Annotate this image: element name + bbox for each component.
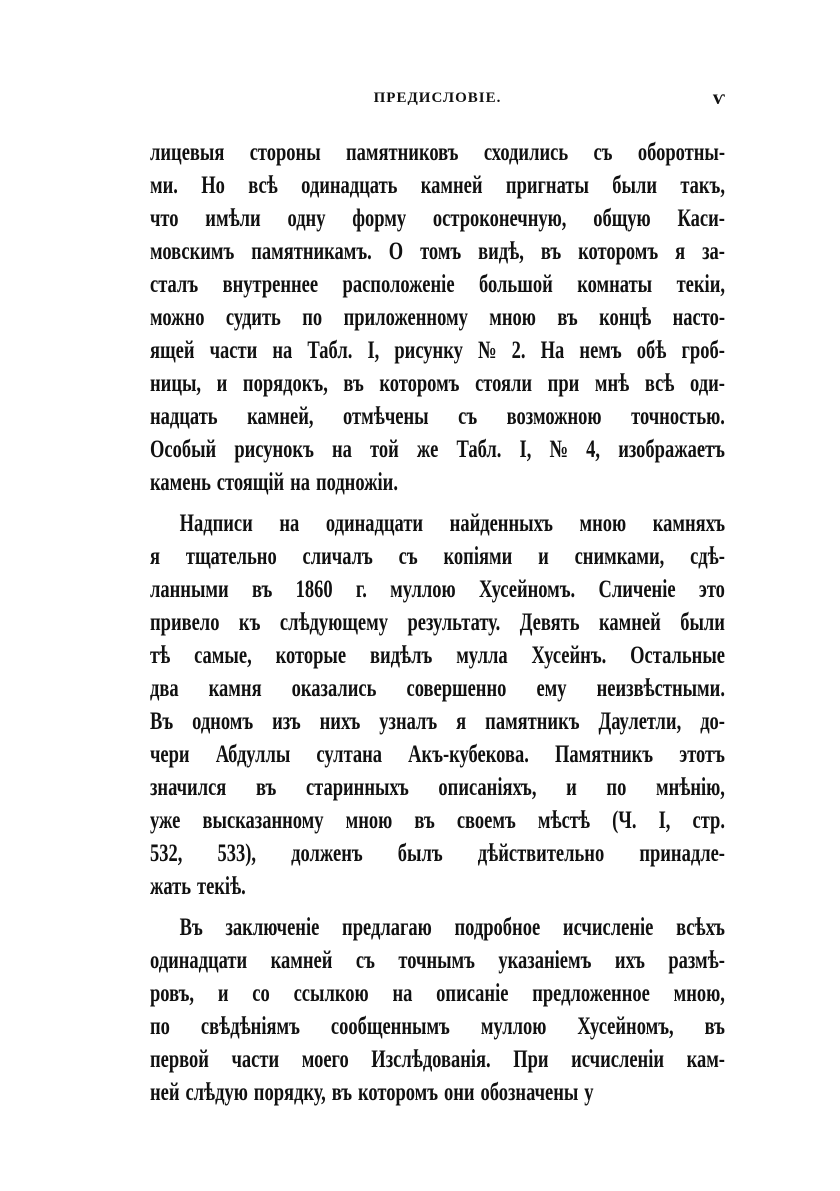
- text-line: Надписи на одинадцати найденныхъ мною камняхъ: [179, 510, 725, 537]
- text-line: первой части моего Изслѣдованія. При исчисленіи кам-: [150, 1046, 725, 1073]
- body-text: [150, 136, 725, 1109]
- text-line: надцать камней, отмѣчены съ возможною точностью.: [150, 403, 725, 430]
- page-number: ѵ: [712, 87, 725, 109]
- text-line: чери Абдуллы султана Акъ-кубекова. Памятникъ этотъ: [150, 741, 725, 768]
- paragraph-gap: [150, 499, 725, 507]
- text-line: по свѣдѣніямъ сообщеннымъ муллою Хусейномъ, въ: [150, 1013, 725, 1040]
- text-line: я тщательно сличалъ съ копіями и снимками, сдѣ-: [150, 543, 725, 570]
- text-line: ницы, и порядокъ, въ которомъ стояли при мнѣ всѣ оди-: [150, 370, 725, 397]
- paragraph: [150, 507, 725, 903]
- text-line: лицевыя стороны памятниковъ сходились съ оборотны-: [150, 139, 725, 166]
- text-line: что имѣли одну форму остроконечную, общую Каси-: [150, 205, 725, 232]
- running-title: ПРЕДИСЛОВІЕ.: [373, 90, 502, 106]
- text-line: жать текіѣ.: [150, 873, 246, 900]
- text-line: ланными въ 1860 г. муллою Хусейномъ. Сличеніе это: [150, 576, 725, 603]
- text-line: одинадцати камней съ точнымъ указаніемъ ихъ размѣ-: [150, 947, 725, 974]
- text-line: значился въ старинныхъ описаніяхъ, и по мнѣнію,: [150, 774, 725, 801]
- text-line: два камня оказались совершенно ему неизвѣстными.: [150, 675, 725, 702]
- text-line: ми. Но всѣ одинадцать камней пригнаты были такъ,: [150, 172, 725, 199]
- text-line: тѣ самые, которые видѣлъ мулла Хусейнъ. Остальные: [150, 642, 725, 669]
- text-line: сталъ внутреннее расположеніе большой комнаты текіи,: [150, 271, 725, 298]
- text-line: Въ заключеніе предлагаю подробное исчисленіе всѣхъ: [179, 914, 725, 941]
- paragraph-gap: [150, 903, 725, 911]
- text-line: 532, 533), долженъ былъ дѣйствительно принадле-: [150, 840, 725, 867]
- paragraph: [150, 136, 725, 499]
- paragraph: [150, 911, 725, 1109]
- page-header: [150, 87, 725, 114]
- text-line: Особый рисунокъ на той же Табл. I, № 4, изображаетъ: [150, 436, 725, 463]
- text-line: ящей части на Табл. I, рисунку № 2. На немъ обѣ гроб-: [150, 337, 725, 364]
- text-line: Въ одномъ изъ нихъ узналъ я памятникъ Даулетли, до-: [150, 708, 725, 735]
- text-line: можно судить по приложенному мною въ концѣ насто-: [150, 304, 725, 331]
- text-line: уже высказанному мною въ своемъ мѣстѣ (Ч. I, стр.: [150, 807, 725, 834]
- text-line: привело къ слѣдующему результату. Девять камней были: [150, 609, 725, 636]
- text-line: ней слѣдую порядку, въ которомъ они обозначены у: [150, 1079, 594, 1106]
- text-line: камень стоящій на подножіи.: [150, 469, 398, 496]
- text-line: ровъ, и со ссылкою на описаніе предложенное мною,: [150, 980, 725, 1007]
- text-line: мовскимъ памятникамъ. О томъ видѣ, въ которомъ я за-: [150, 238, 725, 265]
